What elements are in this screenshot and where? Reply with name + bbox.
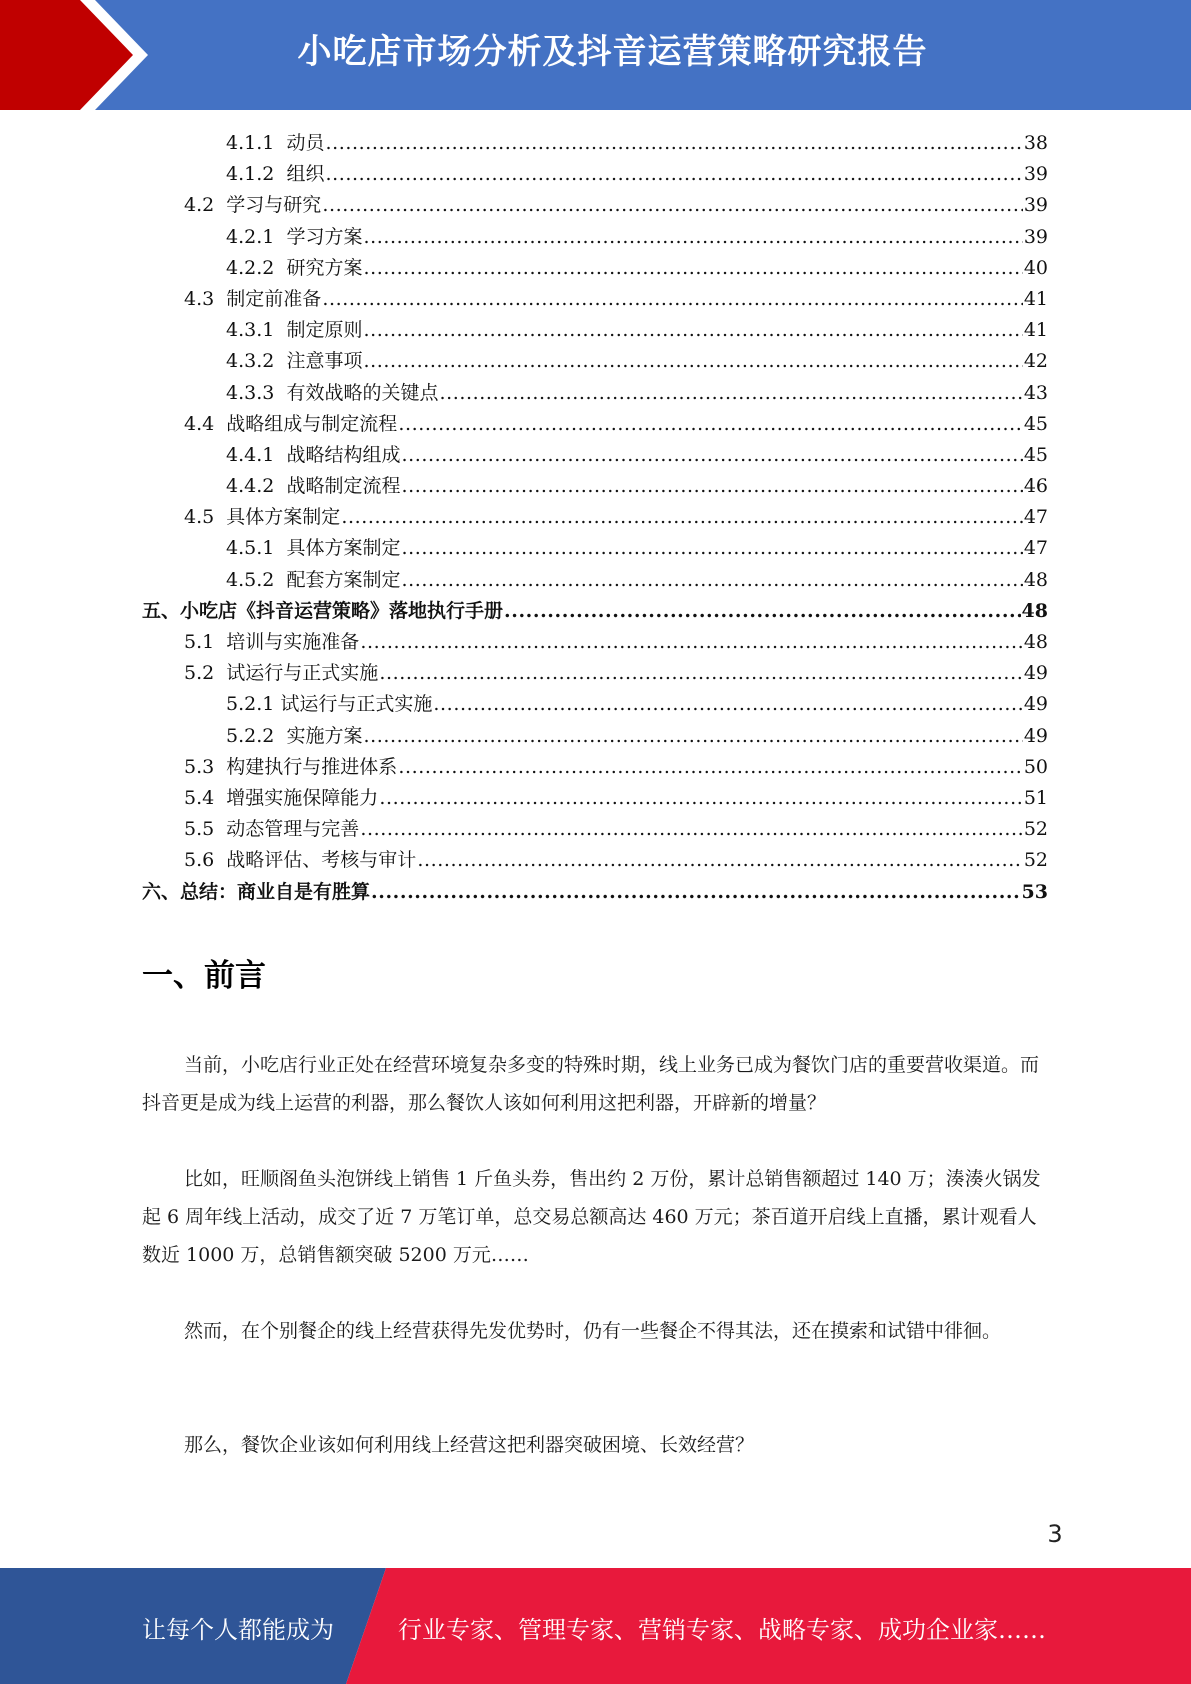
page-footer — [0, 1568, 1191, 1684]
toc-entry-number: 5.6 — [184, 849, 227, 872]
toc-entry-number: 4.3 — [184, 287, 227, 310]
toc-entry[interactable] — [142, 596, 1048, 627]
toc-entry-page: 47 — [1023, 506, 1048, 529]
toc-leader-dots — [360, 814, 1023, 845]
toc-entry-page: 52 — [1023, 849, 1048, 872]
toc-entry-label: 具体方案制定 — [226, 506, 341, 529]
toc-entry[interactable] — [142, 159, 1048, 190]
toc-entry[interactable] — [142, 378, 1048, 409]
toc-leader-dots — [360, 627, 1023, 658]
toc-leader-dots — [379, 783, 1023, 814]
toc-leader-dots — [322, 284, 1023, 315]
toc-leader-dots — [398, 752, 1023, 783]
toc-entry[interactable] — [142, 845, 1048, 876]
toc-entry-number: 4.2.2 — [226, 256, 287, 279]
toc-entry-number: 5.1 — [184, 631, 227, 653]
toc-entry[interactable] — [142, 533, 1048, 564]
toc-entry-label: 培训与实施准备 — [226, 631, 360, 653]
toc-leader-dots — [417, 845, 1023, 876]
toc-entry-page: 41 — [1023, 287, 1048, 310]
toc-entry-label: 制定原则 — [286, 319, 363, 342]
toc-entry-label: 构建执行与推进体系 — [226, 755, 398, 778]
toc-entry-label: 注意事项 — [286, 350, 363, 373]
paragraph-intro: 当前，小吃店行业正处在经营环境复杂多变的特殊时期，线上业务已成为餐饮门店的重要营收渠道。而抖音更是成为线上运营的利器，那么餐饮人该如何利用这把利器，开辟新的增量？ — [142, 1054, 1040, 1114]
toc-entry-page: 39 — [1023, 194, 1048, 217]
toc-leader-dots — [401, 471, 1022, 502]
toc-entry-number: 5.2.2 — [226, 724, 287, 747]
page-header — [0, 0, 1191, 110]
toc-entry[interactable] — [142, 565, 1048, 596]
toc-leader-dots — [401, 533, 1022, 564]
toc-entry[interactable] — [142, 752, 1048, 783]
toc-leader-dots — [398, 409, 1023, 440]
toc-entry-number: 4.4.2 — [226, 475, 287, 498]
toc-entry-page: 40 — [1023, 256, 1048, 279]
toc-entry-number: 4.1.2 — [226, 163, 287, 186]
toc-leader-dots — [439, 378, 1022, 409]
toc-leader-dots — [325, 159, 1022, 190]
toc-entry-page: 49 — [1023, 693, 1048, 716]
toc-entry-label: 五、小吃店《抖音运营策略》落地执行手册 — [142, 599, 504, 622]
toc-leader-dots — [401, 565, 1022, 596]
toc-entry[interactable] — [142, 783, 1048, 814]
toc-leader-dots — [371, 877, 1021, 908]
toc-leader-dots — [363, 315, 1022, 346]
toc-entry-page: 48 — [1023, 631, 1048, 653]
toc-entry-label: 实施方案 — [286, 724, 363, 747]
toc-entry-page: 48 — [1021, 599, 1048, 622]
footer-slogan-left: 让每个人都能成为 — [142, 1616, 334, 1644]
toc-entry-label: 增强实施保障能力 — [226, 786, 379, 809]
toc-leader-dots — [341, 502, 1023, 533]
toc-leader-dots — [433, 689, 1022, 720]
paragraph-however: 然而，在个别餐企的线上经营获得先发优势时，仍有一些餐企不得其法，还在摸索和试错中徘徊。 — [184, 1320, 1002, 1342]
toc-leader-dots — [504, 596, 1021, 627]
toc-entry-page: 43 — [1023, 381, 1048, 404]
toc-entry-number: 4.5 — [184, 506, 227, 529]
toc-entry-page: 41 — [1023, 319, 1048, 342]
toc-entry[interactable] — [142, 222, 1048, 253]
toc-leader-dots — [379, 658, 1023, 689]
toc-entry-number: 4.1.1 — [226, 132, 287, 154]
toc-entry[interactable] — [142, 471, 1048, 502]
toc-entry-page: 39 — [1023, 225, 1048, 248]
toc-entry-page: 48 — [1023, 568, 1048, 591]
header-title: 小吃店市场分析及抖音运营策略研究报告 — [297, 32, 928, 72]
toc-leader-dots — [401, 440, 1022, 471]
toc-entry-page: 53 — [1021, 880, 1048, 903]
toc-entry-label: 战略制定流程 — [286, 475, 401, 498]
toc-entry-number: 4.5.1 — [226, 537, 287, 560]
toc-leader-dots — [363, 222, 1022, 253]
toc-entry[interactable] — [142, 627, 1048, 658]
toc-entry-page: 45 — [1023, 443, 1048, 466]
table-of-contents — [142, 128, 1048, 908]
toc-entry[interactable] — [142, 814, 1048, 845]
toc-entry-page: 50 — [1023, 755, 1048, 778]
toc-entry-page: 52 — [1023, 818, 1048, 841]
toc-entry-label: 组织 — [286, 163, 325, 186]
toc-entry[interactable] — [142, 346, 1048, 377]
toc-entry[interactable] — [142, 409, 1048, 440]
toc-entry-number: 4.4 — [184, 412, 227, 435]
toc-entry-label: 战略结构组成 — [286, 443, 401, 466]
toc-entry-number: 4.4.1 — [226, 443, 287, 466]
toc-entry-number: 5.4 — [184, 786, 227, 809]
toc-entry-page: 38 — [1023, 132, 1048, 154]
toc-entry-label: 动员 — [286, 132, 325, 154]
toc-entry-page: 46 — [1023, 475, 1048, 498]
toc-entry-label: 制定前准备 — [226, 287, 322, 310]
toc-entry[interactable] — [142, 689, 1048, 720]
toc-entry-number: 5.2 — [184, 662, 227, 685]
toc-entry-label: 学习方案 — [286, 225, 363, 248]
toc-entry-number: 4.5.2 — [226, 568, 287, 591]
toc-entry[interactable] — [142, 315, 1048, 346]
toc-entry-number: 5.5 — [184, 818, 227, 841]
toc-leader-dots — [363, 346, 1022, 377]
toc-entry-page: 45 — [1023, 412, 1048, 435]
toc-leader-dots — [363, 721, 1022, 752]
toc-entry-page: 49 — [1023, 662, 1048, 685]
paragraph-examples: 比如，旺顺阁鱼头泡饼线上销售 1 斤鱼头券，售出约 2 万份，累计总销售额超过 140 万；湊湊火锅发起 6 周年线上活动，成交了近 7 万笔订单，总交易总额高达 460 万元；茶百道开启线上直播，累计观看人数近 1000 万，总销售额突破 5200 万元…… — [142, 1168, 1041, 1266]
toc-entry-page: 47 — [1023, 537, 1048, 560]
toc-entry-label: 战略组成与制定流程 — [226, 412, 398, 435]
toc-leader-dots — [363, 253, 1022, 284]
toc-entry-label: 研究方案 — [286, 256, 363, 279]
toc-entry-page: 42 — [1023, 350, 1048, 373]
toc-entry-number: 5.2.1 — [226, 693, 281, 716]
toc-leader-dots — [325, 128, 1022, 159]
toc-entry-number: 5.3 — [184, 755, 227, 778]
toc-entry-label: 配套方案制定 — [286, 568, 401, 591]
paragraph-question: 那么，餐饮企业该如何利用线上经营这把利器突破困境、长效经营？ — [184, 1434, 755, 1456]
toc-entry-number: 4.2 — [184, 194, 227, 217]
toc-entry[interactable] — [142, 128, 1048, 159]
toc-entry-label: 战略评估、考核与审计 — [226, 849, 417, 872]
toc-entry[interactable] — [142, 502, 1048, 533]
toc-entry-page: 39 — [1023, 163, 1048, 186]
toc-entry-page: 49 — [1023, 724, 1048, 747]
toc-entry-number: 4.3.1 — [226, 319, 287, 342]
toc-entry-label: 学习与研究 — [226, 194, 322, 217]
toc-entry-label: 试运行与正式实施 — [280, 693, 433, 716]
toc-entry-number: 4.2.1 — [226, 225, 287, 248]
section-heading: 一、前言 — [142, 958, 266, 994]
footer-slogan-right: 行业专家、管理专家、营销专家、战略专家、成功企业家…… — [398, 1616, 1046, 1644]
toc-entry[interactable] — [142, 440, 1048, 471]
toc-entry-label: 试运行与正式实施 — [226, 662, 379, 685]
toc-entry[interactable] — [142, 190, 1048, 221]
toc-entry-number: 4.3.2 — [226, 350, 287, 373]
page-number: 3 — [1047, 1520, 1063, 1548]
toc-entry[interactable] — [142, 721, 1048, 752]
toc-entry-number: 4.3.3 — [226, 381, 287, 404]
toc-entry-label: 六、总结：商业自是有胜算 — [142, 880, 371, 903]
toc-entry-label: 有效战略的关键点 — [286, 381, 439, 404]
toc-leader-dots — [322, 190, 1023, 221]
toc-entry-label: 具体方案制定 — [286, 537, 401, 560]
toc-entry[interactable] — [142, 284, 1048, 315]
toc-entry-page: 51 — [1023, 786, 1048, 809]
toc-entry[interactable] — [142, 253, 1048, 284]
toc-entry[interactable] — [142, 877, 1048, 908]
toc-entry-label: 动态管理与完善 — [226, 818, 360, 841]
toc-entry[interactable] — [142, 658, 1048, 689]
